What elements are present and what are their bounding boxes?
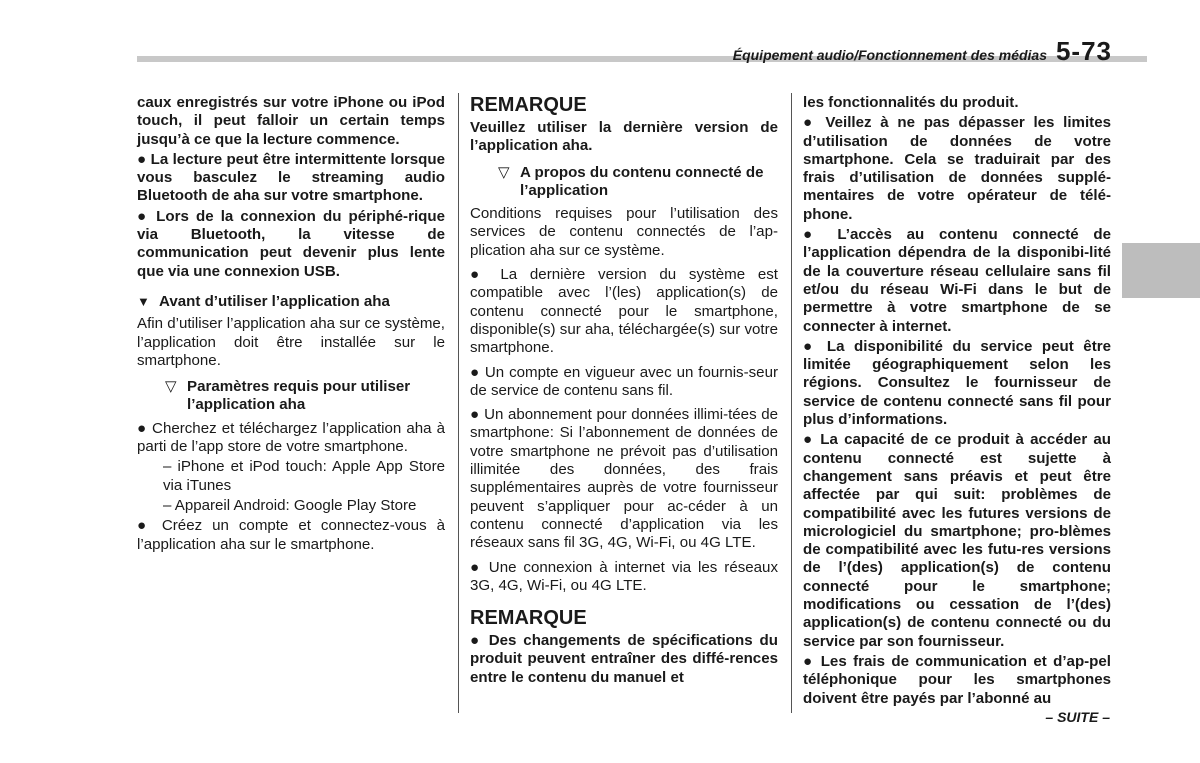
bullet-item: ● Une connexion à internet via les réseaux 3G, 4G, Wi-Fi, ou 4G LTE. (470, 558, 778, 594)
sub-item: – Appareil Android: Google Play Store (163, 496, 417, 514)
subsection-heading (498, 164, 778, 201)
bullet-item: ● Cherchez et téléchargez l’application aha à parti de l’app store de votre smartphone. (137, 419, 445, 456)
page-number: 5-73 (1055, 36, 1112, 66)
open-triangle-icon: ▽ (165, 378, 177, 396)
heading-text: Avant d’utiliser l’application aha (159, 292, 390, 310)
column-divider (791, 93, 792, 713)
open-triangle-icon: ▽ (498, 163, 510, 181)
note-text: ● Des changements de spécifications du produit peuvent entraîner des diffé-rences entre le contenu du manuel et (470, 632, 778, 686)
column-divider (458, 93, 459, 713)
subsection-heading (165, 378, 445, 415)
bullet-item: ● La dernière version du système est compatible avec l’(les) application(s) de contenu connecté pour le smartphone, disponible(s) sur aha, téléchargée(s) sur votre smartphone. (470, 266, 778, 357)
section-heading (137, 293, 445, 311)
bullet-item: ● Les frais de communication et d’ap-pel téléphonique pour les smartphones doivent être payés par l’abonné au (803, 652, 1111, 707)
bullet-item: ● La capacité de ce produit à accéder au contenu connecté est sujette à changement sans préavis et peut être affectée par qui suit: problèmes de compatibilité avec les futures versions de micrologiciel du smartphone; pro-blèmes de compatibilité avec les futu-res versions de l’(des) application(s) de contenu connecté pour le smartphone; modifications ou cessation de l’(des) application(s) de contenu connecté ou du service par son fournisseur. (803, 431, 1111, 650)
paragraph: Afin d’utiliser l’application aha sur ce système, l’application doit être installée sur le smartphone. (137, 315, 445, 369)
bullet-item: ● La lecture peut être intermittente lorsque vous basculez le streaming audio Bluetooth de aha sur votre smartphone. (137, 150, 445, 205)
bullet-item: ● L’accès au contenu connecté de l’application dépendra de la disponibi-lité de la couverture réseau cellulaire sans fil et/ou du réseau Wi-Fi dans le but de permettre à votre smartphone de se connecter à internet. (803, 226, 1111, 335)
note-title: REMARQUE (470, 607, 587, 630)
note-title: REMARQUE (470, 94, 587, 116)
column-3 (803, 94, 1111, 710)
column-2 (470, 94, 778, 689)
paragraph: les fonctionnalités du produit. (803, 94, 1019, 111)
heading-text: Paramètres requis pour utiliser l’application aha (187, 378, 411, 414)
bullet-item: ● Lors de la connexion du périphé-rique via Bluetooth, la vitesse de communication peut devenir plus lente que via une connexion USB. (137, 207, 445, 280)
bullet-item: ● Un compte en vigueur avec un fournis-seur de service de contenu sans fil. (470, 363, 778, 399)
chapter-tab (1122, 243, 1200, 298)
bullet-item: ● Créez un compte et connectez-vous à l’application aha sur le smartphone. (137, 517, 445, 553)
bullet-item: ● La disponibilité du service peut être limitée géographiquement selon les régions. Consultez le fournisseur de service de contenu connecté sans fil pour plus d’informations. (803, 337, 1111, 429)
paragraph: Conditions requises pour l’utilisation des services de contenu connectés de l’ap-plication aha sur ce système. (470, 205, 778, 259)
note-text: Veuillez utiliser la dernière version de l’application aha. (470, 119, 778, 155)
paragraph: caux enregistrés sur votre iPhone ou iPod touch, il peut falloir un certain temps jusqu’à ce que la lecture commence. (137, 94, 445, 148)
continued-label: – SUITE – (1045, 709, 1110, 725)
heading-text: A propos du contenu connecté de l’application (520, 163, 764, 199)
bullet-item: ● Un abonnement pour données illimi-tées de smartphone: Si l’abonnement de données de votre smartphone ne prévoit pas d’utilisation illimitée des données, des frais supplémentaires auprès de votre fournisseur peuvent s’appliquer pour ac-céder à un contenu connecté d’application via les réseaux sans fil 3G, 4G, Wi-Fi, ou 4G LTE. (470, 406, 778, 552)
filled-triangle-icon: ▼ (137, 293, 150, 309)
bullet-item: ● Veillez à ne pas dépasser les limites d’utilisation de données de votre smartphone. Cela se traduirait par des frais d’utilisation de données supplé-mentaires de votre opérateur de télé-phone. (803, 114, 1111, 223)
column-1 (137, 94, 445, 556)
section-title: Équipement audio/Fonctionnement des médias (732, 47, 1047, 63)
sub-item: – iPhone et iPod touch: Apple App Store via iTunes (163, 458, 445, 494)
